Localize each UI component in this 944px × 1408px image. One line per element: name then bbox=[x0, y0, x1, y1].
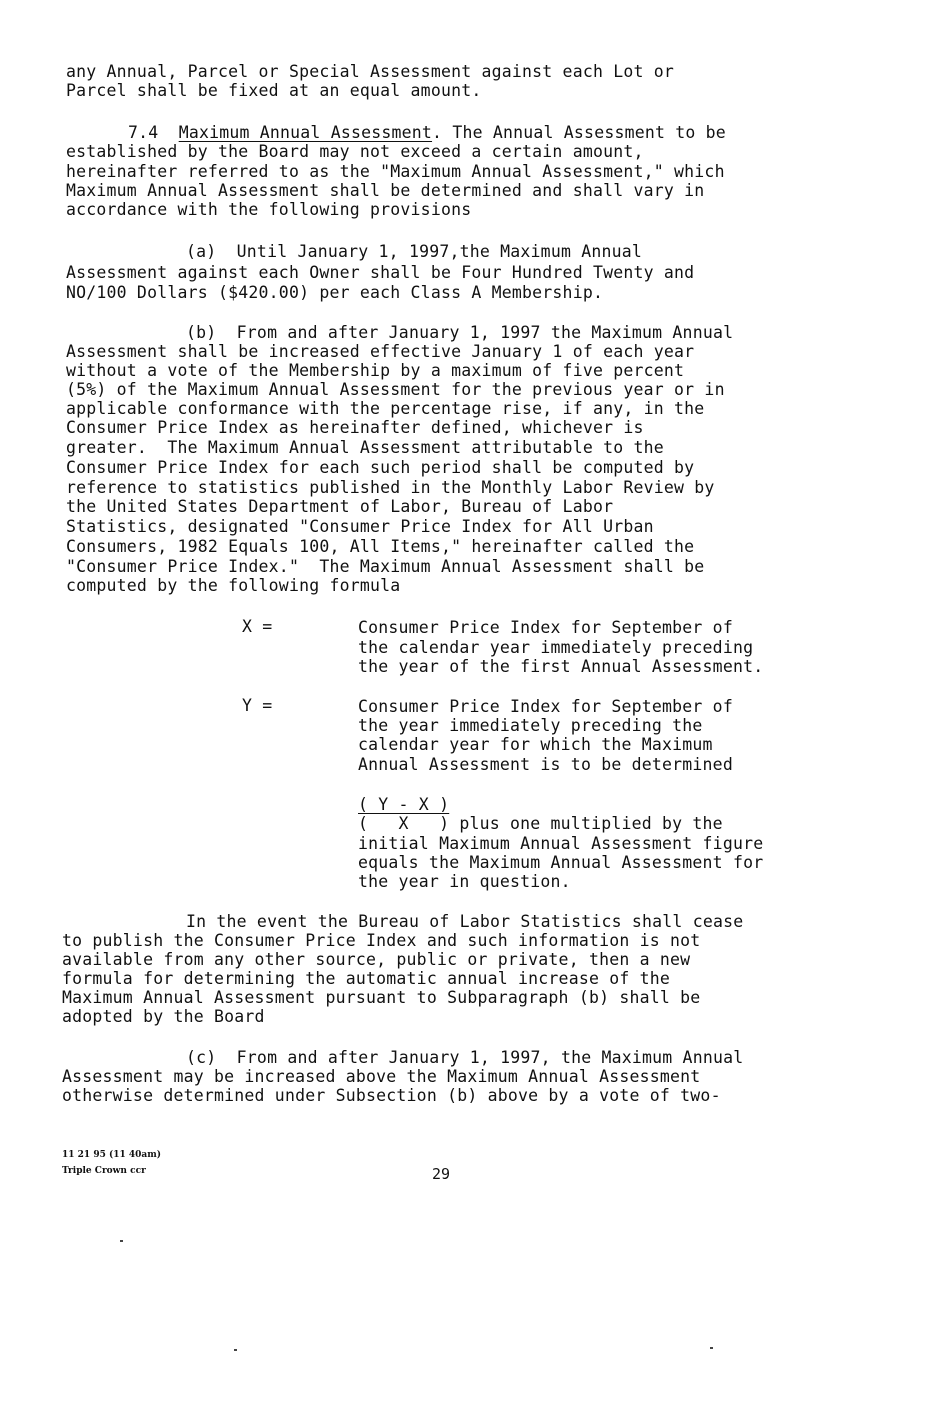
section-7-4-line: hereinafter referred to as the "Maximum Annual Assessment," which bbox=[66, 162, 725, 181]
intro-line: Parcel shall be fixed at an equal amount. bbox=[66, 81, 482, 100]
footer-timestamp: 11 21 95 (11 40am) bbox=[62, 1150, 162, 1160]
para-b-line: greater. The Maximum Annual Assessment attributable to the bbox=[66, 438, 664, 457]
formula-result-line: ( X ) plus one multiplied by the bbox=[358, 814, 723, 833]
bureau-para-line: formula for determining the automatic annual increase of the bbox=[62, 969, 671, 988]
para-a-line: Assessment against each Owner shall be Four Hundred Twenty and bbox=[66, 263, 695, 282]
formula-result-line: the year in question. bbox=[358, 872, 571, 891]
para-b-line: Consumers, 1982 Equals 100, All Items," hereinafter called the bbox=[66, 537, 695, 556]
para-b-line: Statistics, designated "Consumer Price Index for All Urban bbox=[66, 517, 654, 536]
page-number: 29 bbox=[432, 1165, 451, 1183]
para-b-line: Consumer Price Index for each such period shall be computed by bbox=[66, 458, 695, 477]
para-b-line: (5%) of the Maximum Annual Assessment for the previous year or in bbox=[66, 380, 725, 399]
section-number: 7.4 bbox=[128, 123, 159, 142]
formula-numerator: ( Y - X ) bbox=[358, 795, 450, 814]
section-7-4-heading-line bbox=[128, 123, 726, 142]
para-b-line: (b) From and after January 1, 1997 the Maximum Annual bbox=[186, 323, 734, 342]
para-a-line: (a) Until January 1, 1997,the Maximum Annual bbox=[186, 242, 643, 261]
para-a-line: NO/100 Dollars ($420.00) per each Class A Membership. bbox=[66, 283, 604, 302]
formula-x-def-line: the calendar year immediately preceding bbox=[358, 638, 754, 657]
para-b-line: computed by the following formula bbox=[66, 576, 401, 595]
formula-y-label: Y = bbox=[242, 696, 273, 715]
intro-line: any Annual, Parcel or Special Assessment against each Lot or bbox=[66, 62, 675, 81]
para-b-line: Consumer Price Index as hereinafter defined, whichever is bbox=[66, 418, 644, 437]
scan-speck bbox=[710, 1347, 713, 1349]
section-7-4-text: . The Annual Assessment to be bbox=[432, 123, 726, 142]
para-b-line: "Consumer Price Index." The Maximum Annual Assessment shall be bbox=[66, 557, 705, 576]
section-7-4-line: Maximum Annual Assessment shall be determined and shall vary in bbox=[66, 181, 705, 200]
para-b-line: reference to statistics published in the Monthly Labor Review by bbox=[66, 478, 715, 497]
bureau-para-line: In the event the Bureau of Labor Statistics shall cease bbox=[186, 912, 744, 931]
section-heading: Maximum Annual Assessment bbox=[178, 123, 433, 142]
bureau-para-line: available from any other source, public or private, then a new bbox=[62, 950, 691, 969]
bureau-para-line: to publish the Consumer Price Index and such information is not bbox=[62, 931, 701, 950]
scan-speck bbox=[234, 1349, 237, 1351]
bureau-para-line: Maximum Annual Assessment pursuant to Subparagraph (b) shall be bbox=[62, 988, 701, 1007]
bureau-para-line: adopted by the Board bbox=[62, 1007, 265, 1026]
section-7-4-line: accordance with the following provisions bbox=[66, 200, 472, 219]
para-c-line: (c) From and after January 1, 1997, the Maximum Annual bbox=[186, 1048, 744, 1067]
formula-y-def-line: the year immediately preceding the bbox=[358, 716, 703, 735]
footer-filename: Triple Crown ccr bbox=[62, 1166, 146, 1176]
formula-x-def-line: Consumer Price Index for September of bbox=[358, 618, 733, 637]
para-b-line: without a vote of the Membership by a maximum of five percent bbox=[66, 361, 685, 380]
formula-y-def-line: calendar year for which the Maximum bbox=[358, 735, 713, 754]
scan-speck bbox=[120, 1240, 123, 1242]
formula-y-def-line: Annual Assessment is to be determined bbox=[358, 755, 733, 774]
formula-result-line: equals the Maximum Annual Assessment for bbox=[358, 853, 764, 872]
section-7-4-line: established by the Board may not exceed a certain amount, bbox=[66, 142, 644, 161]
formula-y-def-line: Consumer Price Index for September of bbox=[358, 697, 733, 716]
para-b-line: applicable conformance with the percentage rise, if any, in the bbox=[66, 399, 705, 418]
formula-x-label: X = bbox=[242, 617, 273, 636]
para-b-line: the United States Department of Labor, Bureau of Labor bbox=[66, 497, 614, 516]
para-c-line: otherwise determined under Subsection (b) above by a vote of two- bbox=[62, 1086, 721, 1105]
para-c-line: Assessment may be increased above the Maximum Annual Assessment bbox=[62, 1067, 701, 1086]
formula-result-line: initial Maximum Annual Assessment figure bbox=[358, 834, 764, 853]
formula-x-def-line: the year of the first Annual Assessment. bbox=[358, 657, 764, 676]
para-b-line: Assessment shall be increased effective January 1 of each year bbox=[66, 342, 695, 361]
